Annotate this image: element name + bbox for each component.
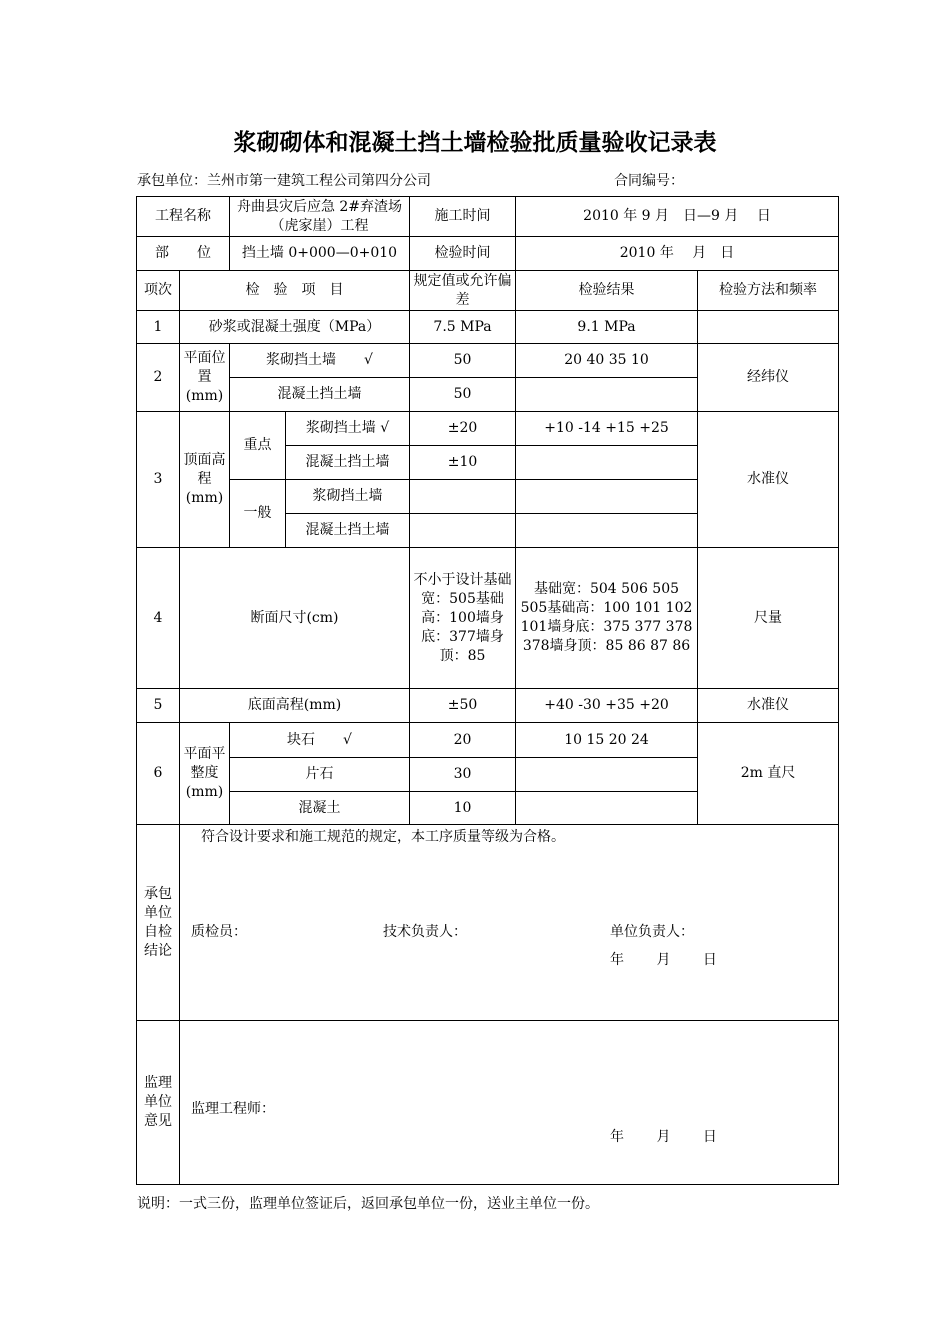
construction-time-value: 2010 年 9 月 日—9 月 日 [516, 197, 839, 237]
unit-lead-signature: 单位负责人： [610, 923, 694, 940]
footnote: 说明：一式三份，监理单位签证后，返回承包单位一份，送业主单位一份。 [137, 1196, 599, 1212]
row-subgroup-label: 一般 [230, 480, 286, 548]
row-spec: 30 [410, 758, 516, 792]
row-group-label: 顶面高程(mm) [180, 412, 230, 548]
col-method: 检验方法和频率 [698, 271, 839, 311]
col-spec: 规定值或允许偏差 [410, 271, 516, 311]
supervision-row [137, 1021, 839, 1185]
conclusion-text: 符合设计要求和施工规范的规定，本工序质量等级为合格。 [201, 828, 565, 845]
row-spec: ±10 [410, 446, 516, 480]
row-spec: 不小于设计基础宽：505基础高：100墙身底：377墙身顶：85 [410, 548, 516, 689]
row-no: 4 [137, 548, 180, 689]
self-inspection-row [137, 825, 839, 1021]
row-item: 浆砌挡土墙 √ [286, 412, 410, 446]
row-result [516, 792, 698, 825]
row-result: 20 40 35 10 [516, 344, 698, 378]
project-value: 舟曲县灾后应急 2#弃渣场（虎家崖）工程 [230, 197, 410, 237]
row-no: 2 [137, 344, 180, 412]
row-item: 砂浆或混凝土强度（MPa） [180, 311, 410, 344]
location-label: 部 位 [137, 237, 230, 271]
inspection-table [136, 196, 839, 1185]
row-no: 5 [137, 689, 180, 723]
inspector-signature: 质检员： [191, 923, 247, 940]
row-subgroup-label: 重点 [230, 412, 286, 480]
table-row [137, 723, 839, 758]
table-row [137, 548, 839, 689]
col-item: 检 验 项 目 [180, 271, 410, 311]
row-spec: ±50 [410, 689, 516, 723]
row-method: 2m 直尺 [698, 723, 839, 825]
row-group-label: 平面位置(mm) [180, 344, 230, 412]
row-item: 混凝土 [230, 792, 410, 825]
row-result: +10 -14 +15 +25 [516, 412, 698, 446]
col-result: 检验结果 [516, 271, 698, 311]
conclusion-date: 年 月 日 [610, 951, 717, 968]
tech-lead-signature: 技术负责人： [383, 923, 467, 940]
row-spec: 50 [410, 344, 516, 378]
project-label: 工程名称 [137, 197, 230, 237]
row-spec: ±20 [410, 412, 516, 446]
column-header-row [137, 271, 839, 311]
row-method: 水准仪 [698, 689, 839, 723]
row-item: 混凝土挡土墙 [286, 514, 410, 548]
row-result [516, 758, 698, 792]
supervision-date: 年 月 日 [610, 1128, 717, 1145]
location-value: 挡土墙 0+000—0+010 [230, 237, 410, 271]
row-method: 经纬仪 [698, 344, 839, 412]
row-result: 9.1 MPa [516, 311, 698, 344]
row-no: 1 [137, 311, 180, 344]
row-item: 块石 √ [230, 723, 410, 758]
row-spec [410, 514, 516, 548]
row-item: 片石 [230, 758, 410, 792]
row-result [516, 378, 698, 412]
col-no: 项次 [137, 271, 180, 311]
table-row [137, 689, 839, 723]
inspection-time-value: 2010 年 月 日 [516, 237, 839, 271]
row-item: 浆砌挡土墙 [286, 480, 410, 514]
row-spec: 10 [410, 792, 516, 825]
row-spec: 7.5 MPa [410, 311, 516, 344]
construction-time-label: 施工时间 [410, 197, 516, 237]
row-result: +40 -30 +35 +20 [516, 689, 698, 723]
engineer-signature: 监理工程师： [191, 1100, 275, 1117]
row-spec: 50 [410, 378, 516, 412]
row-result: 基础宽：504 506 505 505基础高：100 101 102 101墙身底：375 377 378 378墙身顶：85 86 87 86 [516, 548, 698, 689]
location-row [137, 237, 839, 271]
row-no: 6 [137, 723, 180, 825]
row-item: 浆砌挡土墙 √ [230, 344, 410, 378]
row-result: 10 15 20 24 [516, 723, 698, 758]
row-item: 混凝土挡土墙 [286, 446, 410, 480]
row-item: 底面高程(mm) [180, 689, 410, 723]
inspection-time-label: 检验时间 [410, 237, 516, 271]
row-result [516, 514, 698, 548]
row-spec: 20 [410, 723, 516, 758]
project-row [137, 197, 839, 237]
row-group-label: 平面平整度(mm) [180, 723, 230, 825]
row-result [516, 480, 698, 514]
row-item: 断面尺寸(cm) [180, 548, 410, 689]
table-row [137, 412, 839, 446]
row-method: 尺量 [698, 548, 839, 689]
contractor-unit: 承包单位：兰州市第一建筑工程公司第四分公司 [137, 173, 431, 189]
self-inspection-label: 承包单位自检结论 [137, 825, 180, 1021]
row-method [698, 311, 839, 344]
row-no: 3 [137, 412, 180, 548]
contract-number: 合同编号： [614, 173, 684, 189]
row-result [516, 446, 698, 480]
supervision-label: 监理单位意见 [137, 1021, 180, 1185]
row-spec [410, 480, 516, 514]
table-row [137, 344, 839, 378]
table-row [137, 311, 839, 344]
document-title: 浆砌砌体和混凝土挡土墙检验批质量验收记录表 [233, 130, 717, 156]
row-method: 水准仪 [698, 412, 839, 548]
row-item: 混凝土挡土墙 [230, 378, 410, 412]
